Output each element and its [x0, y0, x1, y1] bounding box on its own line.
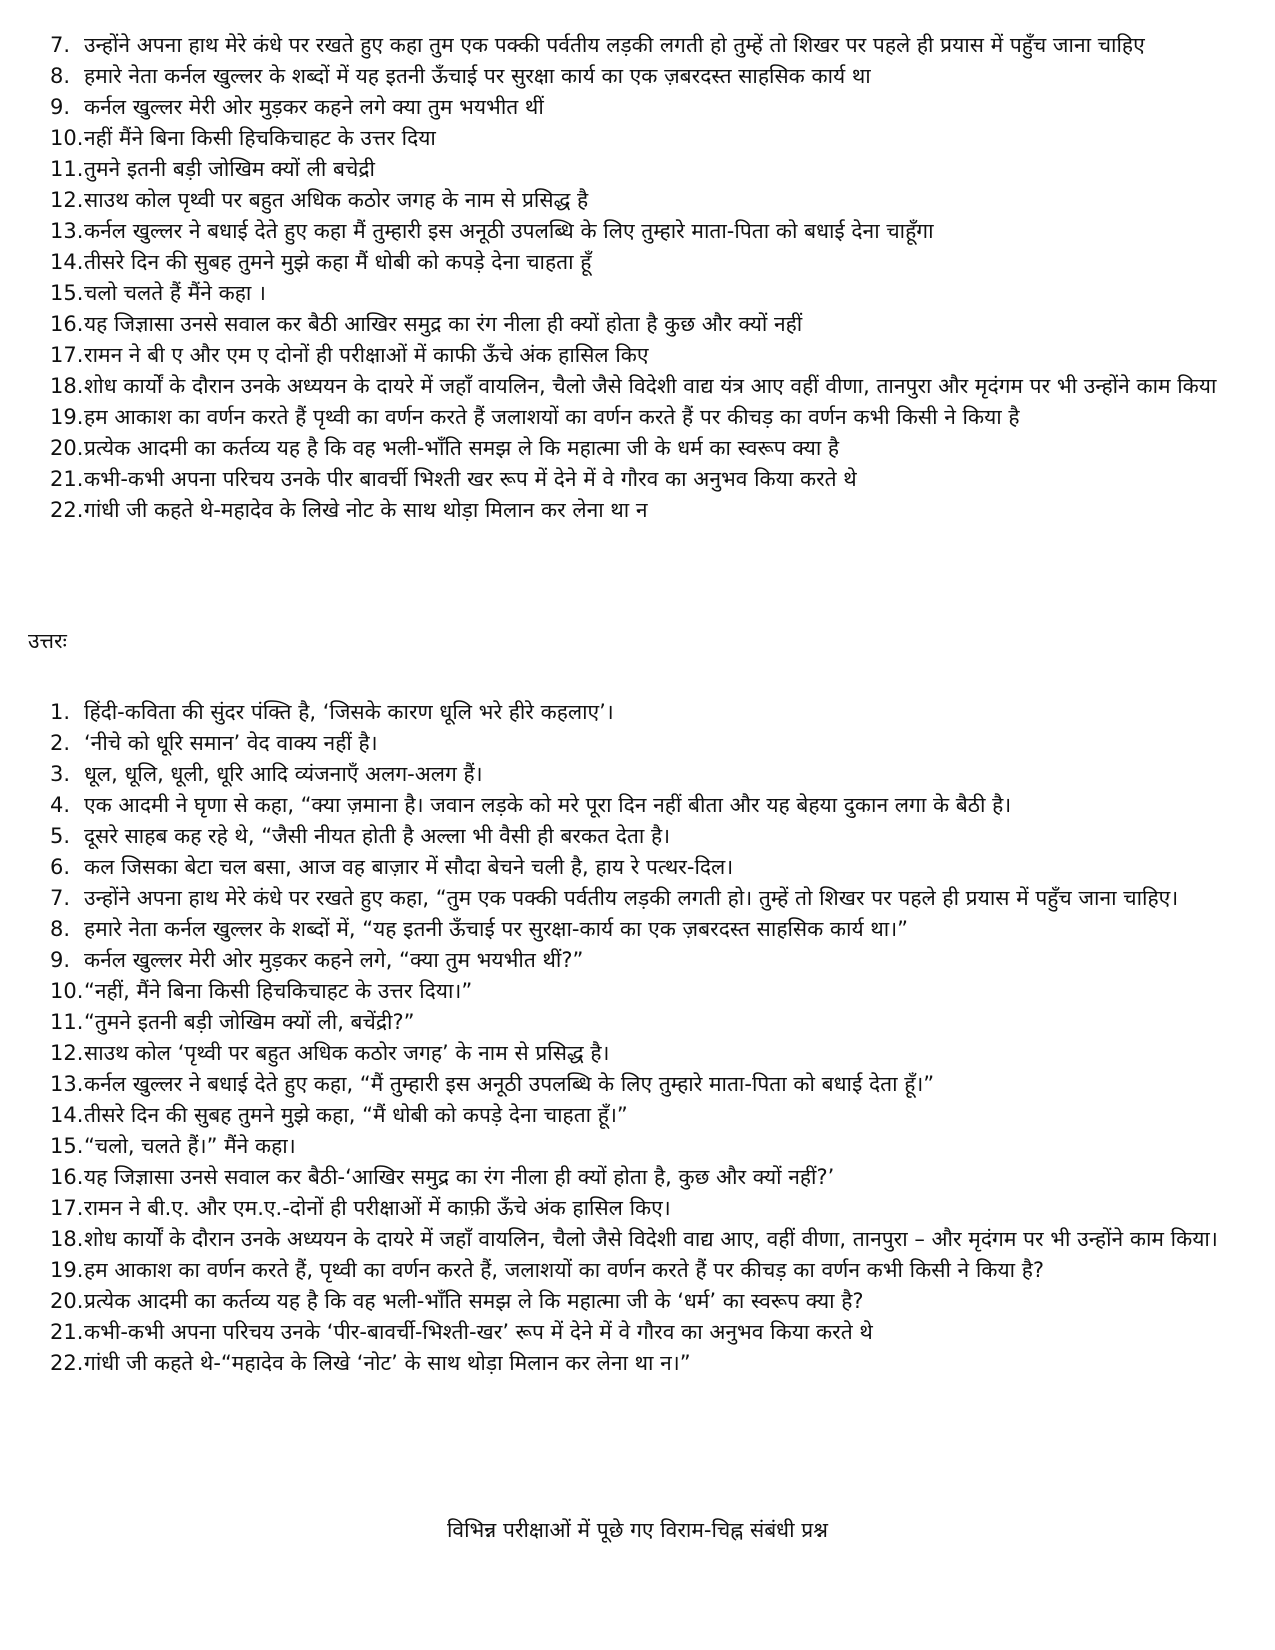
item-number: 18.: [50, 374, 84, 398]
question-list: [50, 30, 1225, 526]
item-number: 2.: [50, 731, 71, 755]
item-text: हम आकाश का वर्णन करते हैं पृथ्वी का वर्णन करते हैं जलाशयों का वर्णन करते हैं पर कीचड़ का वर्णन कभी किसी ने किया है: [84, 405, 1020, 429]
answer-item: [50, 1317, 1225, 1348]
item-text: हिंदी-कविता की सुंदर पंक्ति है, ‘जिसके कारण धूलि भरे हीरे कहलाए’।: [84, 700, 614, 724]
item-number: 6.: [50, 855, 71, 879]
answer-item: [50, 1286, 1225, 1317]
question-item: [50, 30, 1225, 61]
item-number: 8.: [50, 917, 71, 941]
item-number: 14.: [50, 1103, 84, 1127]
item-number: 21.: [50, 1320, 84, 1344]
item-number: 16.: [50, 312, 84, 336]
question-item: [50, 154, 1225, 185]
item-text: कर्नल खुल्लर ने बधाई देते हुए कहा मैं तुम्हारी इस अनूठी उपलब्धि के लिए तुम्हारे माता-पिता को बधाई देना चाहूँगा: [84, 219, 934, 243]
item-text: कभी-कभी अपना परिचय उनके पीर बावर्ची भिश्ती खर रूप में देने में वे गौरव का अनुभव किया करते थे: [84, 467, 857, 491]
item-text: शोध कार्यों के दौरान उनके अध्ययन के दायरे में जहाँ वायलिन, चैलो जैसे विदेशी वाद्य आए, वहीं वीणा, तानपुरा – और मृदंगम पर भी उन्होंने काम किया।: [84, 1227, 1218, 1251]
item-text: ‘नीचे को धूरि समान’ वेद वाक्य नहीं है।: [84, 731, 378, 755]
item-number: 11.: [50, 157, 84, 181]
item-text: धूल, धूलि, धूली, धूरि आदि व्यंजनाएँ अलग-अलग हैं।: [84, 762, 483, 786]
item-text: तीसरे दिन की सुबह तुमने मुझे कहा, “मैं धोबी को कपड़े देना चाहता हूँ।”: [84, 1103, 628, 1127]
item-text: शोध कार्यों के दौरान उनके अध्ययन के दायरे में जहाँ वायलिन, चैलो जैसे विदेशी वाद्य यंत्र आए वहीं वीणा, तानपुरा और मृदंगम पर भी उन्होंने काम किया: [84, 374, 1217, 398]
item-number: 8.: [50, 64, 71, 88]
answer-item: [50, 1162, 1225, 1193]
answer-item: [50, 1193, 1225, 1224]
answer-item: [50, 728, 1225, 759]
item-text: कभी-कभी अपना परिचय उनके ‘पीर-बावर्ची-भिश्ती-खर’ रूप में देने में वे गौरव का अनुभव किया करते थे: [84, 1320, 873, 1344]
item-text: कर्नल खुल्लर मेरी ओर मुड़कर कहने लगे क्या तुम भयभीत थीं: [84, 95, 544, 119]
item-number: 22.: [50, 1351, 84, 1375]
item-number: 4.: [50, 793, 71, 817]
answer-item: [50, 821, 1225, 852]
item-text: उन्होंने अपना हाथ मेरे कंधे पर रखते हुए कहा, “तुम एक पक्की पर्वतीय लड़की लगती हो। तुम्हें तो शिखर पर पहले ही प्रयास में पहुँच जाना चाहिए।: [84, 886, 1179, 910]
answer-item: [50, 1131, 1225, 1162]
answer-item: [50, 976, 1225, 1007]
item-text: यह जिज्ञासा उनसे सवाल कर बैठी आखिर समुद्र का रंग नीला ही क्यों होता है कुछ और क्यों नहीं: [84, 312, 803, 336]
item-number: 22.: [50, 498, 84, 522]
item-number: 17.: [50, 1196, 84, 1220]
item-text: हमारे नेता कर्नल खुल्लर के शब्दों में यह इतनी ऊँचाई पर सुरक्षा कार्य का एक ज़बरदस्त साहसिक कार्य था: [84, 64, 871, 88]
item-text: कर्नल खुल्लर मेरी ओर मुड़कर कहने लगे, “क्या तुम भयभीत थीं?”: [84, 948, 584, 972]
item-text: साउथ कोल ‘पृथ्वी पर बहुत अधिक कठोर जगह’ के नाम से प्रसिद्ध है।: [84, 1041, 610, 1065]
item-number: 10.: [50, 126, 84, 150]
item-text: यह जिज्ञासा उनसे सवाल कर बैठी-‘आखिर समुद्र का रंग नीला ही क्यों होता है, कुछ और क्यों नहीं?’: [84, 1165, 835, 1189]
item-number: 10.: [50, 979, 84, 1003]
item-text: तीसरे दिन की सुबह तुमने मुझे कहा मैं धोबी को कपड़े देना चाहता हूँ: [84, 250, 592, 274]
answer-item: [50, 883, 1225, 914]
item-number: 7.: [50, 33, 71, 57]
answer-item: [50, 759, 1225, 790]
item-text: रामन ने बी ए और एम ए दोनों ही परीक्षाओं में काफी ऊँचे अंक हासिल किए: [84, 343, 649, 367]
item-text: साउथ कोल पृथ्वी पर बहुत अधिक कठोर जगह के नाम से प्रसिद्ध है: [84, 188, 589, 212]
item-number: 15.: [50, 1134, 84, 1158]
item-number: 19.: [50, 1258, 84, 1282]
item-number: 9.: [50, 948, 71, 972]
question-item: [50, 371, 1225, 402]
answer-item: [50, 852, 1225, 883]
item-number: 20.: [50, 1289, 84, 1313]
answer-item: [50, 1007, 1225, 1038]
item-number: 11.: [50, 1010, 84, 1034]
answer-item: [50, 790, 1225, 821]
question-item: [50, 309, 1225, 340]
question-item: [50, 92, 1225, 123]
item-text: उन्होंने अपना हाथ मेरे कंधे पर रखते हुए कहा तुम एक पक्की पर्वतीय लड़की लगती हो तुम्हें तो शिखर पर पहले ही प्रयास में पहुँच जाना चाहिए: [84, 33, 1145, 57]
item-text: “चलो, चलते हैं।” मैंने कहा।: [84, 1134, 296, 1158]
item-text: हमारे नेता कर्नल खुल्लर के शब्दों में, “यह इतनी ऊँचाई पर सुरक्षा-कार्य का एक ज़बरदस्त साहसिक कार्य था।”: [84, 917, 909, 941]
item-number: 20.: [50, 436, 84, 460]
answer-heading: उत्तरः: [28, 629, 67, 653]
item-number: 15.: [50, 281, 84, 305]
item-text: “तुमने इतनी बड़ी जोखिम क्यों ली, बचेंद्री?”: [84, 1010, 415, 1034]
item-number: 5.: [50, 824, 71, 848]
question-item: [50, 61, 1225, 92]
item-text: रामन ने बी.ए. और एम.ए.-दोनों ही परीक्षाओं में काफ़ी ऊँचे अंक हासिल किए।: [84, 1196, 671, 1220]
answer-item: [50, 1100, 1225, 1131]
question-item: [50, 340, 1225, 371]
item-number: 12.: [50, 188, 84, 212]
item-number: 18.: [50, 1227, 84, 1251]
item-number: 21.: [50, 467, 84, 491]
item-number: 7.: [50, 886, 71, 910]
item-number: 16.: [50, 1165, 84, 1189]
question-item: [50, 123, 1225, 154]
answer-item: [50, 1348, 1225, 1379]
answer-item: [50, 914, 1225, 945]
item-text: गांधी जी कहते थे-महादेव के लिखे नोट के साथ थोड़ा मिलान कर लेना था न: [84, 498, 648, 522]
question-item: [50, 402, 1225, 433]
answer-item: [50, 1038, 1225, 1069]
item-text: चलो चलते हैं मैंने कहा ।: [84, 281, 266, 305]
question-item: [50, 278, 1225, 309]
answer-item: [50, 1224, 1225, 1255]
item-text: नहीं मैंने बिना किसी हिचकिचाहट के उत्तर दिया: [84, 126, 436, 150]
item-text: प्रत्येक आदमी का कर्तव्य यह है कि वह भली-भाँति समझ ले कि महात्मा जी के ‘धर्म’ का स्वरूप क्या है?: [84, 1289, 864, 1313]
item-number: 17.: [50, 343, 84, 367]
item-text: गांधी जी कहते थे-“महादेव के लिखे ‘नोट’ के साथ थोड़ा मिलान कर लेना था न।”: [84, 1351, 691, 1375]
item-text: प्रत्येक आदमी का कर्तव्य यह है कि वह भली-भाँति समझ ले कि महात्मा जी के धर्म का स्वरूप क्या है: [84, 436, 840, 460]
question-item: [50, 247, 1225, 278]
item-number: 13.: [50, 1072, 84, 1096]
item-number: 19.: [50, 405, 84, 429]
item-text: “नहीं, मैंने बिना किसी हिचकिचाहट के उत्तर दिया।”: [84, 979, 473, 1003]
section-heading: विभिन्न परीक्षाओं में पूछे गए विराम-चिह्न संबंधी प्रश्न: [446, 1518, 829, 1542]
item-number: 3.: [50, 762, 71, 786]
item-number: 14.: [50, 250, 84, 274]
item-text: तुमने इतनी बड़ी जोखिम क्यों ली बचेद्री: [84, 157, 375, 181]
item-text: एक आदमी ने घृणा से कहा, “क्या ज़माना है। जवान लड़के को मरे पूरा दिन नहीं बीता और यह बेहया दुकान लगा के बैठी है।: [84, 793, 1012, 817]
item-text: दूसरे साहब कह रहे थे, “जैसी नीयत होती है अल्ला भी वैसी ही बरकत देता है।: [84, 824, 671, 848]
question-item: [50, 495, 1225, 526]
question-item: [50, 216, 1225, 247]
item-text: हम आकाश का वर्णन करते हैं, पृथ्वी का वर्णन करते हैं, जलाशयों का वर्णन करते हैं पर कीचड़ का वर्णन कभी किसी ने किया है?: [84, 1258, 1045, 1282]
question-item: [50, 185, 1225, 216]
item-number: 9.: [50, 95, 71, 119]
answer-item: [50, 1255, 1225, 1286]
item-text: कल जिसका बेटा चल बसा, आज वह बाज़ार में सौदा बेचने चली है, हाय रे पत्थर-दिल।: [84, 855, 734, 879]
item-number: 1.: [50, 700, 71, 724]
answer-item: [50, 945, 1225, 976]
answer-item: [50, 1069, 1225, 1100]
answer-list: [50, 697, 1225, 1379]
item-text: कर्नल खुल्लर ने बधाई देते हुए कहा, “मैं तुम्हारी इस अनूठी उपलब्धि के लिए तुम्हारे माता-पिता को बधाई देता हूँ।”: [84, 1072, 935, 1096]
question-item: [50, 464, 1225, 495]
question-item: [50, 433, 1225, 464]
answer-item: [50, 697, 1225, 728]
item-number: 12.: [50, 1041, 84, 1065]
item-number: 13.: [50, 219, 84, 243]
